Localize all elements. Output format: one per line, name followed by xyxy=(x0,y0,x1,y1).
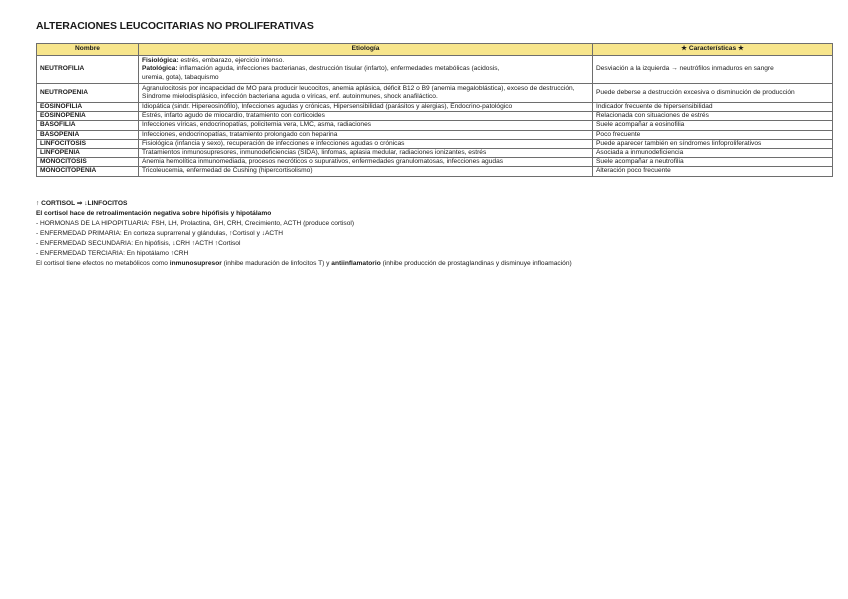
row-etiology: Estrés, infarto agudo de miocardio, tratamiento con corticoides xyxy=(139,112,593,121)
row-name: NEUTROFILIA xyxy=(37,56,139,84)
table-row xyxy=(37,103,833,112)
row-name: LINFOPENIA xyxy=(37,149,139,158)
row-etiology: Fisiológica (infancia y sexo), recuperación de infecciones e infecciones agudas o crónicas xyxy=(139,139,593,148)
note-cortisol-lymphocytes: ↑ CORTISOL ⇒ ↓LINFOCITOS xyxy=(36,200,128,207)
row-characteristics: Suele acompañar a neutrofilia xyxy=(593,158,833,167)
row-name: BASOFILIA xyxy=(37,121,139,130)
etiology-label: Fisiológica: xyxy=(142,57,179,65)
row-characteristics: Alteración poco frecuente xyxy=(593,167,833,176)
row-name: MONOCITOSIS xyxy=(37,158,139,167)
row-etiology: Infecciones, endocrinopatías, tratamiento prolongado con heparina xyxy=(139,130,593,139)
row-characteristics: Asociada a inmunodeficiencia xyxy=(593,149,833,158)
etiology-line xyxy=(142,65,589,73)
table-header-row xyxy=(37,44,833,56)
note-effects-text: El cortisol tiene efectos no metabólicos como xyxy=(36,260,170,267)
table-row xyxy=(37,84,833,103)
row-etiology: Infecciones víricas, endocrinopatías, policitemia vera, LMC, asma, radiaciones xyxy=(139,121,593,130)
table-row xyxy=(37,149,833,158)
etiology-line xyxy=(142,57,589,65)
row-etiology: Idiopática (sindr. Hipereosinófilo), Infecciones agudas y crónicas, Hipersensibilidad (parásitos y alergias), Endocrino-patológico xyxy=(139,103,593,112)
table-row xyxy=(37,139,833,148)
leukocyte-table xyxy=(36,43,833,177)
row-etiology: Anemia hemolítica inmunomediada, procesos necróticos o supurativos, enfermedades granulomatosas, infecciones agudas xyxy=(139,158,593,167)
note-effects xyxy=(36,259,572,269)
note-feedback: El cortisol hace de retroalimentación negativa sobre hipófisis y hipotálamo xyxy=(36,210,272,217)
note-effects-text: (inhibe producción de prostaglandinas y disminuye infloamación) xyxy=(380,260,572,267)
row-etiology xyxy=(139,56,593,84)
row-characteristics: Indicador frecuente de hipersensibilidad xyxy=(593,103,833,112)
cortisol-notes xyxy=(36,199,572,269)
row-characteristics: Desviación a la izquierda → neutrófilos inmaduros en sangre xyxy=(593,56,833,84)
row-characteristics: Suele acompañar a eosinofilia xyxy=(593,121,833,130)
row-name: NEUTROPENIA xyxy=(37,84,139,103)
table-row xyxy=(37,121,833,130)
note-secondary: - ENFERMEDAD SECUNDARIA: En hipófisis, ↓CRH ↑ACTH ↑Cortisol xyxy=(36,240,241,247)
note-hormones: - HORMONAS DE LA HIPOPITUARIA: FSH, LH, Prolactina, GH, CRH, Crecimiento, ACTH (produce cortisol) xyxy=(36,220,355,227)
row-name: EOSINOFILIA xyxy=(37,103,139,112)
note-effects-text: (inhibe maduración de linfocitos T) y xyxy=(221,260,332,267)
note-tertiary: - ENFERMEDAD TERCIARIA: En hipotálamo ↑CRH xyxy=(36,250,189,257)
table-row xyxy=(37,56,833,84)
note-primary: - ENFERMEDAD PRIMARIA: En corteza suprarrenal y glándulas, ↑Cortisol y ↓ACTH xyxy=(36,230,283,237)
etiology-text: uremia, gota), tabaquismo xyxy=(142,73,219,81)
row-etiology: Tratamientos inmunosupresores, inmunodeficiencias (SIDA), linfomas, aplasia medular, radiaciones ionizantes, estrés xyxy=(139,149,593,158)
note-effects-immunosuppressor: inmunosupresor xyxy=(169,260,222,267)
row-name: BASOPENIA xyxy=(37,130,139,139)
row-characteristics: Puede aparecer también en síndromes linfoproliferativos xyxy=(593,139,833,148)
table-row xyxy=(37,158,833,167)
row-etiology: Agranulocitosis por incapacidad de MO para producir leucocitos, anemia aplásica, déficit B12 o B9 (anemia megaloblástica), exceso de destrucción, Síndrome mielodisplásico, infección bacteriana aguda o víricas, enf. autoinmunes, shock anafiláctico. xyxy=(139,84,593,103)
header-etiologia: Etiología xyxy=(139,44,593,56)
row-name: EOSINOPENIA xyxy=(37,112,139,121)
header-caracteristicas: ★ Características ★ xyxy=(593,44,833,56)
etiology-text: inflamación aguda, infecciones bacterianas, destrucción tisular (infarto), enfermedades metabólicas (acidosis, xyxy=(177,65,500,73)
row-etiology: Tricoleucemia, enfermedad de Cushing (hipercortisolismo) xyxy=(139,167,593,176)
row-name: LINFOCITOSIS xyxy=(37,139,139,148)
row-name: MONOCITOPENIA xyxy=(37,167,139,176)
table-row xyxy=(37,130,833,139)
note-effects-antiinflammatory: antiinflamatorio xyxy=(331,260,381,267)
etiology-label: Patológica: xyxy=(142,65,178,73)
etiology-line xyxy=(142,74,589,82)
etiology-text: estrés, embarazo, ejercicio intenso. xyxy=(178,57,285,65)
table-row xyxy=(37,112,833,121)
table-row xyxy=(37,167,833,176)
row-characteristics: Poco frecuente xyxy=(593,130,833,139)
header-nombre: Nombre xyxy=(37,44,139,56)
row-characteristics: Puede deberse a destrucción excesiva o disminución de producción xyxy=(593,84,833,103)
row-characteristics: Relacionada con situaciones de estrés xyxy=(593,112,833,121)
page-title: ALTERACIONES LEUCOCITARIAS NO PROLIFERATIVAS xyxy=(36,20,314,32)
